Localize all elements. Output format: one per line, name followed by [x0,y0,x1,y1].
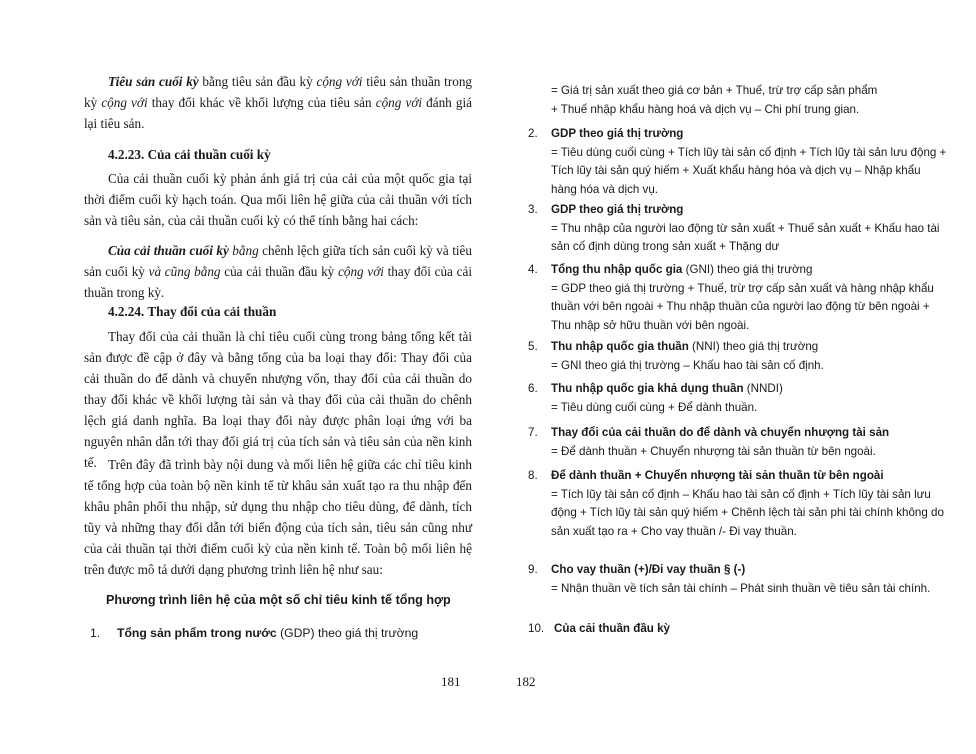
equation-item-6: 6. Thu nhập quốc gia khả dụng thuần (NNDI) = Tiêu dùng cuối cùng + Để dành thuần. [528,382,783,414]
page-number-right: 182 [516,674,536,689]
equation-1-continuation: = Giá trị sản xuất theo giá cơ bản + Thuế, trừ trợ cấp sản phẩm + Thuế nhập khẩu hàng hoá và dịch vụ – Chi phí trung gian. [551,84,878,116]
paragraph-net-worth-definition: Của cải thuần cuối kỳ phản ánh giá trị của cải của một quốc gia tại thời điểm cuối kỳ hạch toán. Qua mối liên hệ giữa của cải thuần với tích sản và tiêu sản, của cải thuần cuối kỳ có thể tính bằng hai cách: [84,171,472,228]
paragraph-net-worth-change: Thay đổi của cải thuần là chỉ tiêu cuối cùng trong bảng tổng kết tài sản được đề cập ở đây và bằng tổng của ba loại thay đổi: Thay đổi của cải thuần do để dành và chuyển nhượng vốn, thay đổi của cải thuần do thay đổi khác về khối lượng tài sản và thay đổi của cải thuần do chênh lệch giá danh nghĩa. Ba loại thay đổi này được phân loại ứng với ba nguyên nhân dẫn tới thay đổi giá trị của tích sản và tiêu sản của nền kinh tế. [84,329,472,470]
equation-item-10: 10. Của cải thuần đầu kỳ [528,622,670,635]
equation-item-2: 2. GDP theo giá thị trường = Tiêu dùng cuối cùng + Tích lũy tài sản cố định + Tích lũy tài sản lưu động + Tích lũy tài sản quý hiếm + Xuất khẩu hàng hóa và dịch vụ – Nhập khẩu hàng hóa và dịch vụ. [528,127,947,196]
page-number-left: 181 [441,674,461,689]
paragraph-summary: Trên đây đã trình bày nội dung và mối liên hệ giữa các chỉ tiêu kinh tế tổng hợp của toàn bộ nền kinh tế từ khâu sản xuất tạo ra thu nhập đến khâu phân phối thu nhập, sử dụng thu nhập cho tiêu dùng, để dành, tích tũy và những thay đổi dẫn tới biến động của tích sản, tiêu sản cũng như của cải thuần tại thời điểm cuối kỳ của nền kinh tế. Toàn bộ mối liên hệ trên được mô tả dưới dạng phương trình liên hệ như sau: [84,457,472,577]
equation-item-7: 7. Thay đổi của cải thuần do để dành và chuyển nhượng tài sản = Để dành thuần + Chuyển nhượng tài sản thuần từ bên ngoài. [528,426,890,458]
right-page [488,0,976,754]
section-heading-4-2-24: 4.2.24. Thay đổi của cải thuần [108,304,277,319]
paragraph-liabilities-end: Tiêu sản cuối kỳ bằng tiêu sản đầu kỳ cộng với tiêu sản thuần trong kỳ cộng với thay đổi khác về khối lượng của tiêu sản cộng với đánh giá lại tiêu sản. [84,74,473,131]
equation-item-4: 4. Tổng thu nhập quốc gia (GNI) theo giá thị trường = GDP theo giá thị trường + Thuế, trừ trợ cấp sản xuất và hàng nhập khẩu thuần với bên ngoài + Thu nhập thuần của người lao động từ bên ngoài + Thu nhập sở hữu thuần với bên ngoài. [528,263,934,332]
equations-title: Phương trình liên hệ của một số chỉ tiêu kinh tế tổng hợp [106,593,451,607]
paragraph-net-worth-formula: Của cải thuần cuối kỳ bằng chênh lệch giữa tích sản cuối kỳ và tiêu sản cuối kỳ và cũng bằng của cải thuần đầu kỳ cộng với thay đổi của cải thuần trong kỳ. [84,243,472,300]
section-heading-4-2-23: 4.2.23. Của cải thuần cuối kỳ [108,147,271,162]
equation-item-8: 8. Để dành thuần + Chuyển nhượng tài sản thuần từ bên ngoài = Tích lũy tài sản cố định – Khấu hao tài sản cố định + Tích lũy tài sản lưu động + Tích lũy tài sản quý hiếm + Chênh lệch tài sản phi tài chính không do sản xuất tạo ra + Cho vay thuần /- Đi vay thuần. [528,469,944,538]
equation-item-5: 5. Thu nhập quốc gia thuần (NNI) theo giá thị trường = GNI theo giá thị trường – Khấu hao tài sản cố định. [528,340,824,372]
equation-item-3: 3. GDP theo giá thị trường = Thu nhập của người lao động từ sản xuất + Thuế sản xuất + Khấu hao tài sản cố định dùng trong sản xuất + Thặng dư [528,203,940,254]
equation-item-1: 1. Tổng sản phẩm trong nước (GDP) theo giá thị trường [90,626,419,640]
equation-item-9: 9. Cho vay thuần (+)/Đi vay thuần § (-) = Nhận thuần về tích sản tài chính – Phát sinh thuần về tiêu sản tài chính. [528,563,931,595]
